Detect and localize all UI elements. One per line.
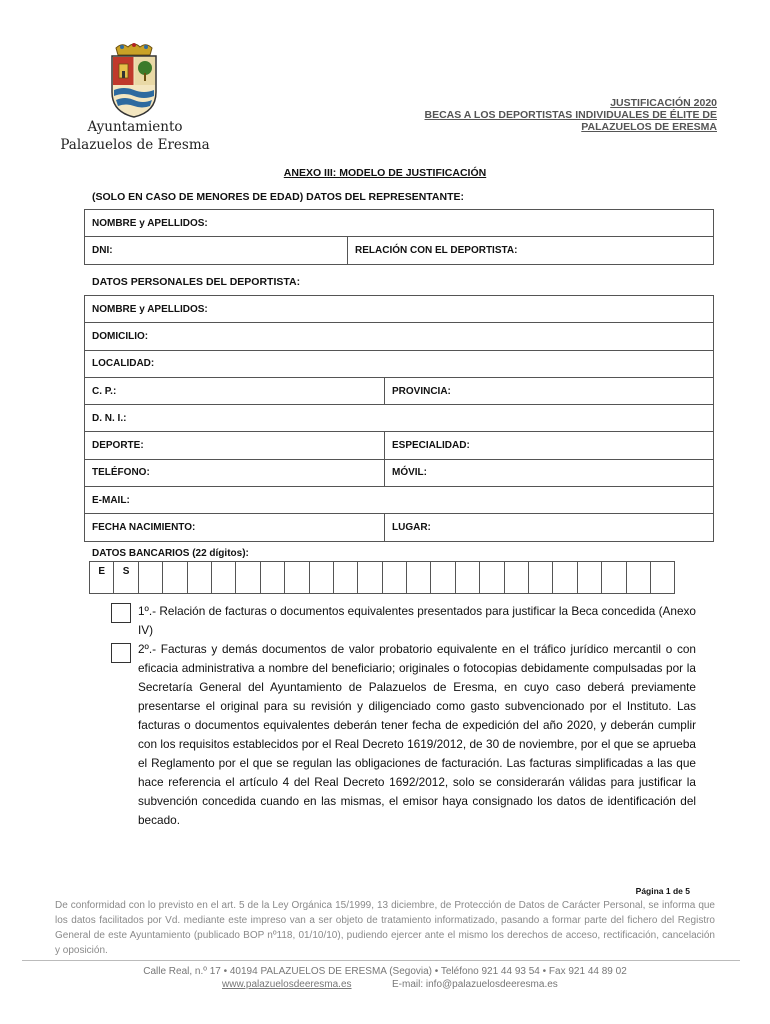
athlete-section-title: DATOS PERSONALES DEL DEPORTISTA:	[92, 276, 301, 288]
country-code-letter-e: E	[98, 566, 106, 577]
bank-digit-cell[interactable]	[211, 562, 235, 594]
justification-header	[425, 97, 717, 133]
representative-section-title: (SOLO EN CASO DE MENORES DE EDAD) DATOS DEL REPRESENTANTE:	[92, 191, 465, 203]
bank-digit-cell[interactable]	[358, 562, 382, 594]
justification-year: JUSTIFICACIÓN 2020	[610, 97, 717, 109]
bank-details-label: DATOS BANCARIOS (22 dígitos):	[92, 548, 249, 559]
bank-digit-cell[interactable]	[138, 562, 162, 594]
checkbox-invoice-list[interactable]	[111, 603, 131, 623]
check-item-2-text: 2º.- Facturas y demás documentos de valor probatorio equivalente en el tráfico jurídico mercantil o con eficacia administrativa a nombre del beneficiario; originales o fotocopias debidamente compulsadas por la Secretaría General del Ayuntamiento de Palazuelos de Eresma, en cuyo caso deberá previamente presentarse el original para su revisión y diligenciado como gasto subvencionado por el Instituto. Las facturas o documentos equivalentes deberán tener fecha de expedición del año 2020, y deberán cumplir con los requisitos establecidos por el Real Decreto 1619/2012, de 30 de noviembre, por el que se aprueba el Reglamento por el que se regulan las obligaciones de facturación. Las facturas simplificadas a las que hace referencia el artículo 4 del Real Decreto 1692/2012, solo se considerarán válidas para justificar la subvención concedida cuando en las mismas, el emisor haya consignado los datos de identificación del becado.	[138, 642, 696, 827]
representative-table	[84, 209, 714, 265]
footer-address: Calle Real, n.º 17 • 40194 PALAZUELOS DE ERESMA (Segovia) • Teléfono 921 44 93 54 • Fax 921 44 89 02	[143, 966, 627, 977]
org-line-2: Palazuelos de Eresma	[60, 137, 210, 153]
rep-dni-field[interactable]: DNI:	[85, 237, 348, 264]
town-field[interactable]: LOCALIDAD:	[85, 350, 714, 377]
bank-digit-cell[interactable]	[626, 562, 650, 594]
bank-account-grid	[89, 561, 675, 594]
justification-municipality: PALAZUELOS DE ERESMA	[581, 121, 717, 133]
website-link[interactable]: www.palazuelosdeeresma.es	[222, 979, 352, 990]
bank-digit-cell[interactable]	[650, 562, 674, 594]
bank-digit-cell[interactable]	[236, 562, 260, 594]
phone-field[interactable]: TELÉFONO:	[85, 459, 385, 486]
organization-name	[60, 118, 210, 154]
birthdate-field[interactable]: FECHA NACIMIENTO:	[85, 514, 385, 541]
annex-title: ANEXO III: MODELO DE JUSTIFICACIÓN	[283, 167, 487, 179]
page-number: Página 1 de 5	[635, 886, 690, 896]
bank-digit-cell[interactable]	[602, 562, 626, 594]
bank-digit-cell[interactable]	[333, 562, 357, 594]
athlete-dni-field[interactable]: D. N. I.:	[85, 405, 714, 432]
bank-digit-cell[interactable]	[480, 562, 504, 594]
rep-name-field[interactable]: NOMBRE y APELLIDOS:	[85, 210, 714, 237]
justification-program: BECAS A LOS DEPORTISTAS INDIVIDUALES DE ÉLITE DE	[424, 109, 717, 121]
province-field[interactable]: PROVINCIA:	[385, 377, 714, 404]
footer-divider	[22, 960, 740, 961]
bank-digit-cell[interactable]	[187, 562, 211, 594]
bank-digit-cell[interactable]	[504, 562, 528, 594]
rep-relation-field[interactable]: RELACIÓN CON EL DEPORTISTA:	[348, 237, 714, 264]
bank-digit-cell[interactable]	[382, 562, 406, 594]
country-code-letter-s: S	[122, 566, 130, 577]
coat-of-arms-logo	[108, 42, 160, 118]
athlete-table	[84, 295, 714, 542]
check-item-1-text: 1º.- Relación de facturas o documentos equivalentes presentados para justificar la Beca concedida (Anexo IV)	[138, 604, 696, 637]
org-line-1: Ayuntamiento	[87, 119, 183, 135]
bank-digit-cell[interactable]	[309, 562, 333, 594]
email-contact[interactable]: E-mail: info@palazuelosdeeresma.es	[392, 979, 558, 990]
specialty-field[interactable]: ESPECIALIDAD:	[385, 432, 714, 459]
sport-field[interactable]: DEPORTE:	[85, 432, 385, 459]
bank-digit-cell[interactable]	[577, 562, 601, 594]
email-field[interactable]: E-MAIL:	[85, 487, 714, 514]
bank-digit-cell[interactable]	[260, 562, 284, 594]
bank-digit-cell[interactable]	[529, 562, 553, 594]
address-field[interactable]: DOMICILIO:	[85, 323, 714, 350]
data-protection-notice: De conformidad con lo previsto en el art. 5 de la Ley Orgánica 15/1999, 13 diciembre, de Protección de Datos de Carácter Personal, se informa que los datos facilitados por Vd. mediante este impreso van a ser objeto de tratamiento informatizado, pasando a formar parte del fichero del Registro General de este Ayuntamiento (publicado BOP nº118, 01/10/10), pudiendo ejercer ante el mismo los derechos de acceso, rectificación, cancelación y oposición.	[55, 900, 715, 956]
bank-digit-cell[interactable]	[90, 562, 114, 594]
mobile-field[interactable]: MÓVIL:	[385, 459, 714, 486]
postal-code-field[interactable]: C. P.:	[85, 377, 385, 404]
bank-digit-cell[interactable]	[285, 562, 309, 594]
bank-digit-cell[interactable]	[455, 562, 479, 594]
athlete-name-field[interactable]: NOMBRE y APELLIDOS:	[85, 296, 714, 323]
checkbox-invoices[interactable]	[111, 643, 131, 663]
bank-digit-cell[interactable]	[553, 562, 577, 594]
bank-digit-cell[interactable]	[163, 562, 187, 594]
bank-digit-cell[interactable]	[407, 562, 431, 594]
birthplace-field[interactable]: LUGAR:	[385, 514, 714, 541]
bank-digit-cell[interactable]	[431, 562, 455, 594]
bank-digit-cell[interactable]	[114, 562, 138, 594]
